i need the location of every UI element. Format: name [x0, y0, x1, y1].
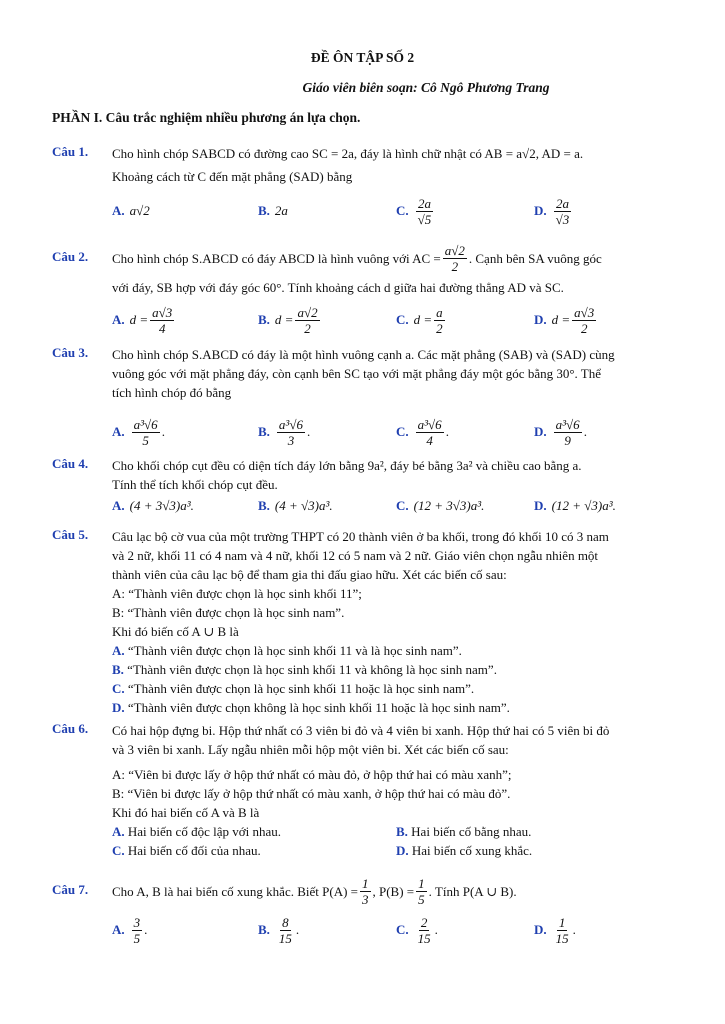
question-7: [52, 873, 674, 963]
option-c[interactable]: C. (12 + 3√3)a³.: [396, 498, 485, 513]
fraction: $\frac{a√2}{2}$: [297, 304, 318, 336]
question-line: Tính thể tích khối chóp cụt đều.: [112, 477, 278, 492]
option-key: D.: [534, 203, 547, 218]
option-d[interactable]: D. (12 + √3)a³.: [534, 498, 616, 513]
option-d[interactable]: D. “Thành viên được chọn không là học sinh khối 11 hoặc là học sinh nam”.: [112, 700, 510, 715]
option-c[interactable]: C. d = $\frac{a}{2}$: [396, 304, 443, 336]
option-a[interactable]: A. (4 + 3√3)a³.: [112, 498, 194, 513]
fraction: $\frac{\text{a³√6}}{3}$: [278, 416, 303, 448]
question-label: Câu 5.: [52, 527, 89, 542]
option-row: [112, 822, 674, 841]
question-line: và 3 viên bi xanh. Lấy ngẫu nhiên mỗi hộp một viên bi. Xét các biến cố sau:: [112, 742, 509, 757]
question-text: [112, 456, 674, 494]
fraction: $\frac{a}{2}$: [436, 304, 443, 336]
option-key: B.: [258, 203, 270, 218]
option-c[interactable]: C. “Thành viên được chọn là học sinh khối 11 hoặc là học sinh nam”.: [112, 681, 475, 696]
answer-row: [112, 492, 674, 520]
question-line: vuông góc với mặt phẳng đáy, còn cạnh bên SC tạo với mặt phẳng đáy một góc bằng 30°. Thể: [112, 366, 602, 381]
question-1: [52, 144, 674, 244]
question-ask: Khi đó biến cố A ∪ B là: [112, 624, 239, 639]
question-line: Cho hình chóp SABCD có đường cao SC = 2a, đáy là hình chữ nhật có AB = a√2, AD = a.: [112, 146, 584, 161]
question-line: Cho khối chóp cụt đều có diện tích đáy lớn bằng 9a², đáy bé bằng 3a² và chiều cao bằng a.: [112, 458, 582, 473]
question-line: với đáy, SB hợp với đáy góc 60°. Tính khoảng cách d giữa hai đường thẳng AD và SC.: [112, 280, 564, 295]
question-label: Câu 6.: [52, 721, 89, 736]
question-3: [52, 345, 674, 455]
fraction: $\frac{\text{a³√6}}{9}$: [555, 416, 580, 448]
question-2: [52, 240, 674, 340]
question-line: Cho A, B là hai biến cố xung khắc. Biết P(A) = $\frac{1}{3}$ , P(B) = $\frac{1}{5}$ . Tính P(A ∪ B).: [112, 875, 517, 907]
question-ask: Khi đó hai biến cố A và B là: [112, 805, 260, 820]
fraction: $\frac{1}{5}$: [418, 875, 425, 907]
fraction: $\frac{1}{15}$: [555, 914, 569, 946]
option-b[interactable]: B. Hai biến cố bằng nhau.: [396, 824, 532, 839]
question-label: Câu 1.: [52, 144, 89, 159]
question-label: Câu 4.: [52, 456, 89, 471]
part-heading: PHẦN I. Câu trắc nghiệm nhiều phương án lựa chọn.: [52, 110, 361, 125]
exam-title: ĐỀ ÔN TẬP SỐ 2: [310, 50, 415, 65]
fraction: $\frac{\text{a³√6}}{5}$: [133, 416, 158, 448]
option-d[interactable]: D. $\frac{1}{15}$ .: [534, 914, 576, 946]
option-d[interactable]: D. $\frac{\text{a³√6}}{9}$ .: [534, 416, 587, 448]
question-text: [112, 527, 674, 717]
question-text: [112, 721, 674, 860]
option-a[interactable]: A. “Thành viên được chọn là học sinh khối 11 và là học sinh nam”.: [112, 643, 462, 658]
option-d[interactable]: D. Hai biến cố xung khắc.: [396, 843, 533, 858]
question-line: Cho hình chóp S.ABCD có đáy là một hình vuông cạnh a. Các mặt phẳng (SAB) và (SAD) cùng: [112, 347, 615, 362]
question-line: và 2 nữ, khối 11 có 4 nam và 4 nữ, khối 12 có 5 nam và 2 nữ. Giáo viên chọn ngẫu nhiên một: [112, 548, 599, 563]
question-line: Câu lạc bộ cờ vua của một trường THPT có 20 thành viên ở ba khối, trong đó khối 10 có 3 nam: [112, 529, 609, 544]
exam-author: Giáo viên biên soạn: Cô Ngô Phương Trang: [302, 80, 550, 95]
question-4: [52, 456, 674, 526]
option-b[interactable]: B. d = $\frac{a√2}{2}$: [258, 304, 318, 336]
event-a: A: “Viên bi được lấy ở hộp thứ nhất có màu đỏ, ở hộp thứ hai có màu xanh”;: [112, 767, 512, 782]
question-line: thành viên của câu lạc bộ để tham gia thi đấu giao hữu. Xét các biến cố sau:: [112, 567, 507, 582]
fraction: $\frac{2}{15}$: [417, 914, 431, 946]
option-b[interactable]: B. “Thành viên được chọn là học sinh khối 11 và không là học sinh nam”.: [112, 662, 497, 677]
fraction: $\frac{8}{15}$: [278, 914, 292, 946]
option-b[interactable]: B. $\frac{\text{a³√6}}{3}$ .: [258, 416, 311, 448]
question-line: Có hai hộp đựng bi. Hộp thứ nhất có 3 viên bi đỏ và 4 viên bi xanh. Hộp thứ hai có 5 viên bi đỏ: [112, 723, 610, 738]
fraction: $\frac{a√3}{2}$: [574, 304, 595, 336]
option-c[interactable]: C. $\frac{2}{15}$ .: [396, 914, 438, 946]
fraction: $\frac{2a}{√5}$: [417, 195, 432, 227]
fraction: $\frac{2a}{√3}$: [555, 195, 570, 227]
question-5: [52, 527, 674, 722]
answer-row: [112, 415, 674, 449]
event-b: B: “Thành viên được chọn là học sinh nam”.: [112, 605, 345, 620]
option-b[interactable]: [258, 194, 288, 228]
option-value: a√2: [129, 203, 150, 218]
option-a[interactable]: A. d = $\frac{a√3}{4}$: [112, 304, 173, 336]
fraction: $\frac{\text{a³√6}}{4}$: [417, 416, 442, 448]
question-line: tích hình chóp đó bằng: [112, 385, 232, 400]
option-d[interactable]: [534, 194, 573, 228]
option-c[interactable]: C. Hai biến cố đối của nhau.: [112, 843, 261, 858]
question-text: [112, 873, 674, 909]
fraction: $\frac{a√2}{2}$: [444, 242, 465, 274]
option-c[interactable]: [396, 194, 435, 228]
question-text: [112, 345, 674, 402]
question-label: Câu 3.: [52, 345, 89, 360]
fraction: $\frac{3}{5}$: [133, 914, 141, 946]
option-a[interactable]: [112, 194, 150, 228]
event-b: B: “Viên bi được lấy ở hộp thứ nhất có màu xanh, ở hộp thứ hai có màu đỏ”.: [112, 786, 511, 801]
question-text: [112, 240, 674, 297]
fraction: $\frac{a√3}{4}$: [152, 304, 173, 336]
question-line: Cho hình chóp S.ABCD có đáy ABCD là hình vuông với AC = $\frac{a√2}{2}$ . Cạnh bên SA vuông góc: [112, 242, 602, 274]
option-key: A.: [112, 203, 125, 218]
answer-row: [112, 913, 674, 947]
question-text: [112, 144, 674, 186]
option-value: 2a: [274, 203, 288, 218]
question-label: Câu 2.: [52, 249, 89, 264]
question-6: [52, 721, 674, 871]
option-row: [112, 841, 674, 860]
option-d[interactable]: D. d = $\frac{a√3}{2}$: [534, 304, 595, 336]
option-b[interactable]: B. (4 + √3)a³.: [258, 498, 333, 513]
option-a[interactable]: A. $\frac{\text{a³√6}}{5}$ .: [112, 416, 165, 448]
option-a[interactable]: A. Hai biến cố độc lập với nhau.: [112, 824, 281, 839]
event-a: A: “Thành viên được chọn là học sinh khối 11”;: [112, 586, 362, 601]
option-key: C.: [396, 203, 409, 218]
option-b[interactable]: B. $\frac{8}{15}$ .: [258, 914, 300, 946]
option-a[interactable]: A. $\frac{3}{5}$ .: [112, 914, 148, 946]
answer-row: [112, 303, 674, 337]
fraction: $\frac{1}{3}$: [362, 875, 369, 907]
option-c[interactable]: C. $\frac{\text{a³√6}}{4}$ .: [396, 416, 449, 448]
answer-row: [112, 194, 674, 228]
question-label: Câu 7.: [52, 882, 89, 897]
question-line: Khoảng cách từ C đến mặt phẳng (SAD) bằng: [112, 169, 353, 184]
